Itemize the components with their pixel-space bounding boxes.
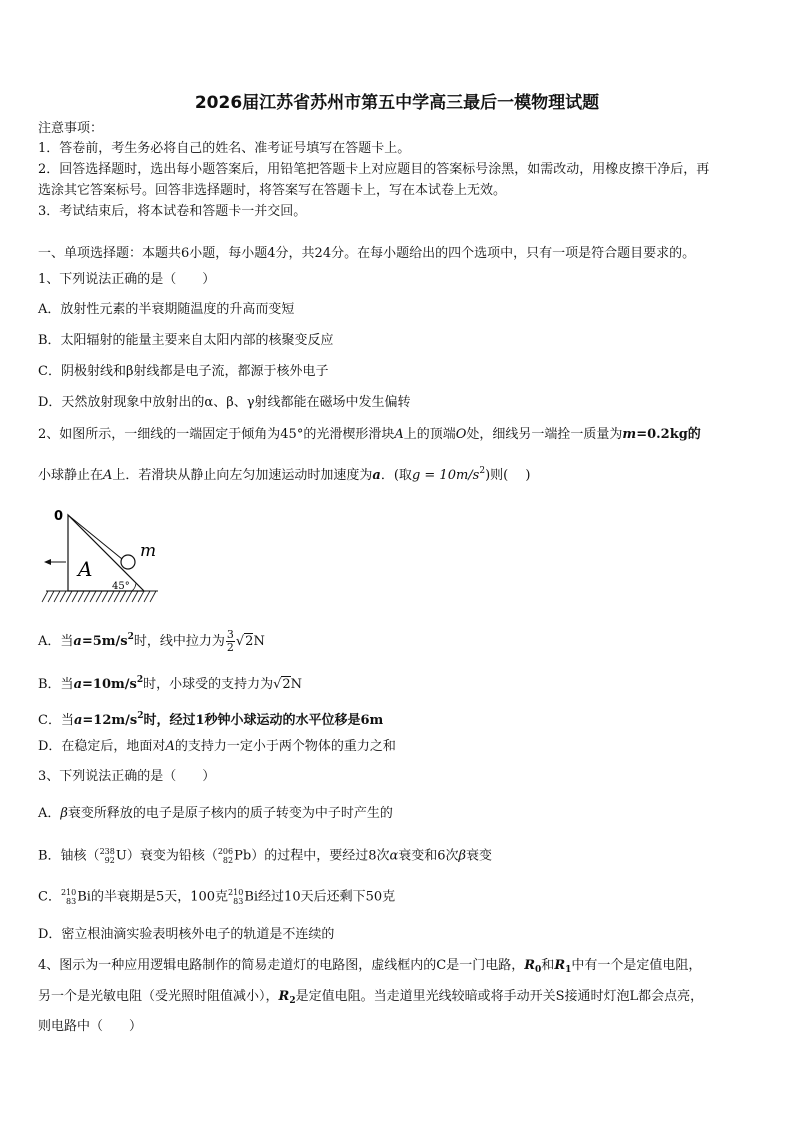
isotope-notation: 210 83 xyxy=(60,888,77,906)
q3-option-b: B．铀核（ 238 92 U）衰变为铅核（ 206 82 Pb）的过程中，要经过8次α衰变和6次β衰变 xyxy=(38,847,493,865)
wedge-figure xyxy=(40,502,170,607)
notice-item-2: 2．回答选择题时，选出每小题答案后，用铅笔把答题卡上对应题目的答案标号涂黑，如需改动，用橡皮擦干净后，再 xyxy=(38,162,710,177)
section-heading: 一、单项选择题：本题共6小题，每小题4分，共24分。在每小题给出的四个选项中，只有一项是符合题目要求的。 xyxy=(38,246,696,261)
string-line xyxy=(68,515,122,559)
notice-item-2-cont: 选涂其它答案标号。回答非选择题时，将答案写在答题卡上，写在本试卷上无效。 xyxy=(38,183,507,198)
q3-option-c: C． 210 83 Bi的半衰期是5天，100克 210 83 Bi经过10天后还剩下50克 xyxy=(38,888,396,906)
page-title: 2026届江苏省苏州市第五中学高三最后一模物理试题 xyxy=(194,93,600,113)
q3-option-a: A．β衰变所释放的电子是原子核内的质子转变为中子时产生的 xyxy=(38,806,393,821)
isotope-notation: 210 83 xyxy=(228,888,244,906)
q1-stem: 1、下列说法正确的是（ ） xyxy=(38,272,216,287)
isotope-notation: 206 82 xyxy=(217,847,234,865)
q2-option-d: D．在稳定后，地面对A的支持力一定小于两个物体的重力之和 xyxy=(38,739,396,754)
q1-option-c: C．阴极射线和β射线都是电子流，都源于核外电子 xyxy=(38,364,329,379)
notice-item-3: 3．考试结束后，将本试卷和答题卡一并交回。 xyxy=(38,204,307,219)
fig-label-o: 0 xyxy=(54,509,64,524)
q4-stem-line2: 另一个是光敏电阻（受光照时阻值减小），$R_2$是定值电阻。当走道里光线较暗或将手动开关S接通时灯泡L都会点亮， xyxy=(38,989,704,1006)
q3-option-d: D．密立根油滴实验表明核外电子的轨道是不连续的 xyxy=(38,927,335,942)
fig-label-a: A xyxy=(78,557,93,581)
isotope-notation: 238 92 xyxy=(99,847,115,865)
q2-stem-line2: 小球静止在A上．若滑块从静止向左匀加速运动时加速度为a．(取$g = 10m/s^2$)则( ) xyxy=(38,466,531,483)
q4-stem-line3: 则电路中（ ） xyxy=(38,1019,143,1034)
q2-option-c: C．当$a=12m/s^2$时，经过1秒钟小球运动的水平位移是6m xyxy=(38,711,384,728)
fraction: $\frac{3}{2}$ xyxy=(226,628,234,654)
q1-option-b: B．太阳辐射的能量主要来自太阳内部的核聚变反应 xyxy=(38,333,334,348)
q2-option-a: A．当$a=5m/s^2$时，线中拉力为 $\frac{3}{2}$ √2N xyxy=(38,628,265,654)
q1-option-d: D．天然放射现象中放射出的α、β、γ射线都能在磁场中发生偏转 xyxy=(38,395,411,410)
ball xyxy=(121,555,135,569)
q2-option-b: B．当$a=10m/s^2$时，小球受的支持力为√2N xyxy=(38,675,303,692)
fig-label-m: m xyxy=(140,541,157,561)
arrow-head-icon xyxy=(44,559,51,565)
notice-item-1: 1．答卷前，考生务必将自己的姓名、准考证号填写在答题卡上。 xyxy=(38,141,411,156)
q1-option-a: A．放射性元素的半衰期随温度的升高而变短 xyxy=(38,302,295,317)
q3-stem: 3、下列说法正确的是（ ） xyxy=(38,769,216,784)
fig-label-angle: 45° xyxy=(112,581,130,592)
q4-stem-line1: 4、图示为一种应用逻辑电路制作的简易走道灯的电路图，虚线框内的C是一门电路，$R_0$和$R_1$中有一个是定值电阻， xyxy=(38,958,702,975)
notice-heading: 注意事项： xyxy=(38,121,104,136)
q2-stem-line1: 2、如图所示，一细线的一端固定于倾角为45°的光滑楔形滑块A上的顶端O处，细线另一端拴一质量为m=0.2kg的 xyxy=(38,427,701,442)
